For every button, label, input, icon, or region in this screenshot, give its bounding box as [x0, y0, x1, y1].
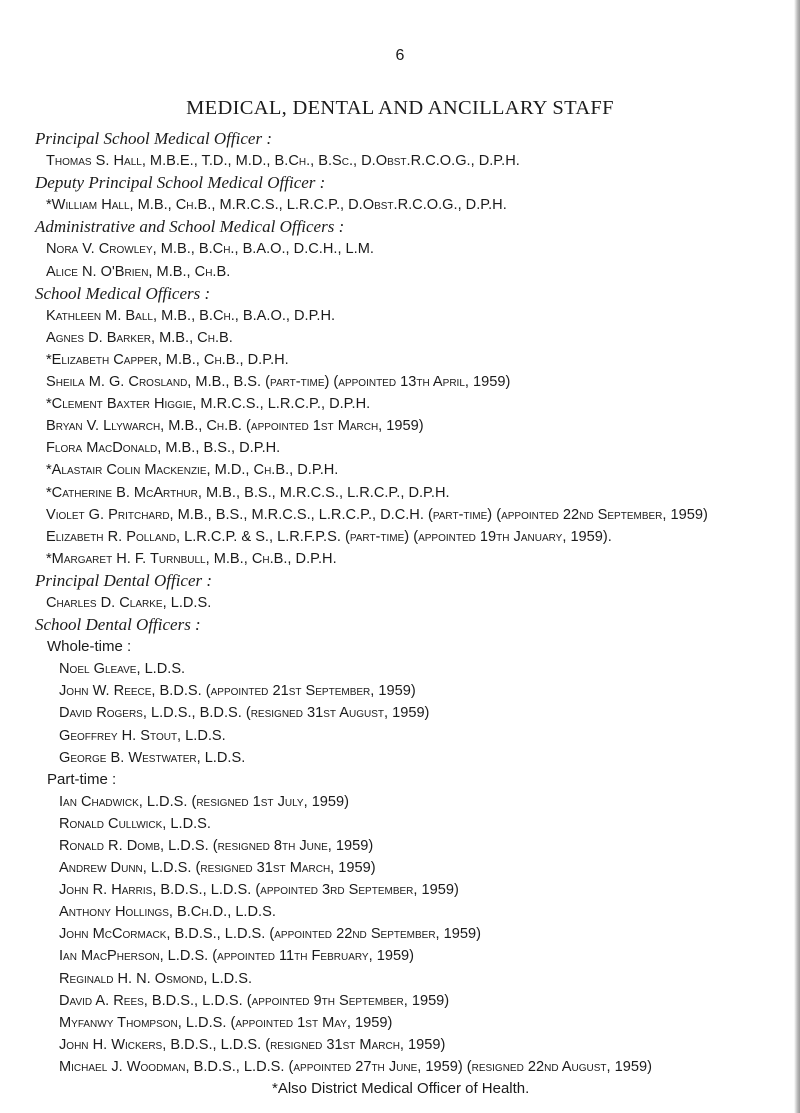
section-heading: School Dental Officers : [35, 615, 201, 635]
staff-entry: Ian MacPherson, L.D.S. (appointed 11th February, 1959) [59, 948, 415, 965]
staff-entry: Reginald H. N. Osmond, L.D.S. [59, 970, 253, 987]
staff-entry: Alice N. O'Brien, M.B., Ch.B. [46, 263, 231, 280]
section-heading: School Medical Officers : [35, 283, 211, 303]
staff-entry: *Alastair Colin Mackenzie, M.D., Ch.B., D.P.H. [46, 462, 339, 479]
staff-entry: *William Hall, M.B., Ch.B., M.R.C.S., L.R.C.P., D.Obst.R.C.O.G., D.P.H. [46, 197, 507, 214]
staff-entry: Sheila M. G. Crosland, M.B., B.S. (part-time) (appointed 13th April, 1959) [46, 374, 511, 391]
staff-entry: Ronald Cullwick, L.D.S. [59, 815, 211, 832]
staff-entry: *Clement Baxter Higgie, M.R.C.S., L.R.C.P., D.P.H. [46, 396, 371, 413]
staff-entry: *Margaret H. F. Turnbull, M.B., Ch.B., D.P.H. [46, 550, 337, 567]
staff-entry: Thomas S. Hall, M.B.E., T.D., M.D., B.Ch., B.Sc., D.Obst.R.C.O.G., D.P.H. [46, 153, 520, 170]
staff-entry: Bryan V. Llywarch, M.B., Ch.B. (appointed 1st March, 1959) [46, 418, 424, 435]
footnote: *Also District Medical Officer of Health. [272, 1080, 530, 1098]
staff-entry: Flora MacDonald, M.B., B.S., D.P.H. [46, 440, 281, 457]
staff-entry: David A. Rees, B.D.S., L.D.S. (appointed 9th September, 1959) [59, 992, 450, 1009]
staff-entry: Ian Chadwick, L.D.S. (resigned 1st July, 1959) [59, 793, 350, 810]
page-edge-shadow [794, 0, 800, 1113]
staff-entry: Violet G. Pritchard, M.B., B.S., M.R.C.S., L.R.C.P., D.C.H. (part-time) (appointed 22nd September, 1959) [46, 506, 708, 523]
staff-entry: John H. Wickers, B.D.S., L.D.S. (resigned 31st March, 1959) [59, 1036, 446, 1053]
staff-entry: Geoffrey H. Stout, L.D.S. [59, 727, 226, 744]
staff-entry: Anthony Hollings, B.Ch.D., L.D.S. [59, 904, 276, 921]
employment-type-label: Whole-time : [47, 638, 132, 656]
staff-list [0, 128, 800, 1100]
employment-type-label: Part-time : [47, 770, 117, 788]
staff-entry: David Rogers, L.D.S., B.D.S. (resigned 31st August, 1959) [59, 705, 430, 722]
staff-entry: Nora V. Crowley, M.B., B.Ch., B.A.O., D.C.H., L.M. [46, 241, 374, 258]
staff-entry: *Elizabeth Capper, M.B., Ch.B., D.P.H. [46, 351, 289, 368]
page-number: 6 [395, 47, 405, 64]
staff-entry: Andrew Dunn, L.D.S. (resigned 31st March, 1959) [59, 860, 376, 877]
staff-entry: Michael J. Woodman, B.D.S., L.D.S. (appointed 27th June, 1959) (resigned 22nd August, 1959) [59, 1058, 652, 1075]
page-title: MEDICAL, DENTAL AND ANCILLARY STAFF [186, 97, 614, 119]
staff-entry: Noel Gleave, L.D.S. [59, 661, 186, 678]
staff-entry: *Catherine B. McArthur, M.B., B.S., M.R.C.S., L.R.C.P., D.P.H. [46, 484, 450, 501]
staff-entry: Myfanwy Thompson, L.D.S. (appointed 1st May, 1959) [59, 1014, 393, 1031]
staff-entry: John R. Harris, B.D.S., L.D.S. (appointed 3rd September, 1959) [59, 882, 459, 899]
section-heading: Deputy Principal School Medical Officer : [35, 173, 326, 193]
staff-entry: John W. Reece, B.D.S. (appointed 21st September, 1959) [59, 683, 416, 700]
staff-entry: Kathleen M. Ball, M.B., B.Ch., B.A.O., D.P.H. [46, 307, 336, 324]
section-heading: Principal School Medical Officer : [35, 129, 272, 148]
staff-entry: Charles D. Clarke, L.D.S. [46, 594, 212, 611]
section-heading: Principal Dental Officer : [35, 570, 213, 590]
staff-entry: John McCormack, B.D.S., L.D.S. (appointed 22nd September, 1959) [59, 926, 481, 943]
section-heading: Administrative and School Medical Officers : [35, 217, 345, 237]
staff-entry: George B. Westwater, L.D.S. [59, 749, 246, 766]
staff-entry: Elizabeth R. Polland, L.R.C.P. & S., L.R.F.P.S. (part-time) (appointed 19th January, 1959). [46, 528, 612, 545]
staff-entry: Agnes D. Barker, M.B., Ch.B. [46, 329, 233, 346]
staff-entry: Ronald R. Domb, L.D.S. (resigned 8th June, 1959) [59, 838, 374, 854]
